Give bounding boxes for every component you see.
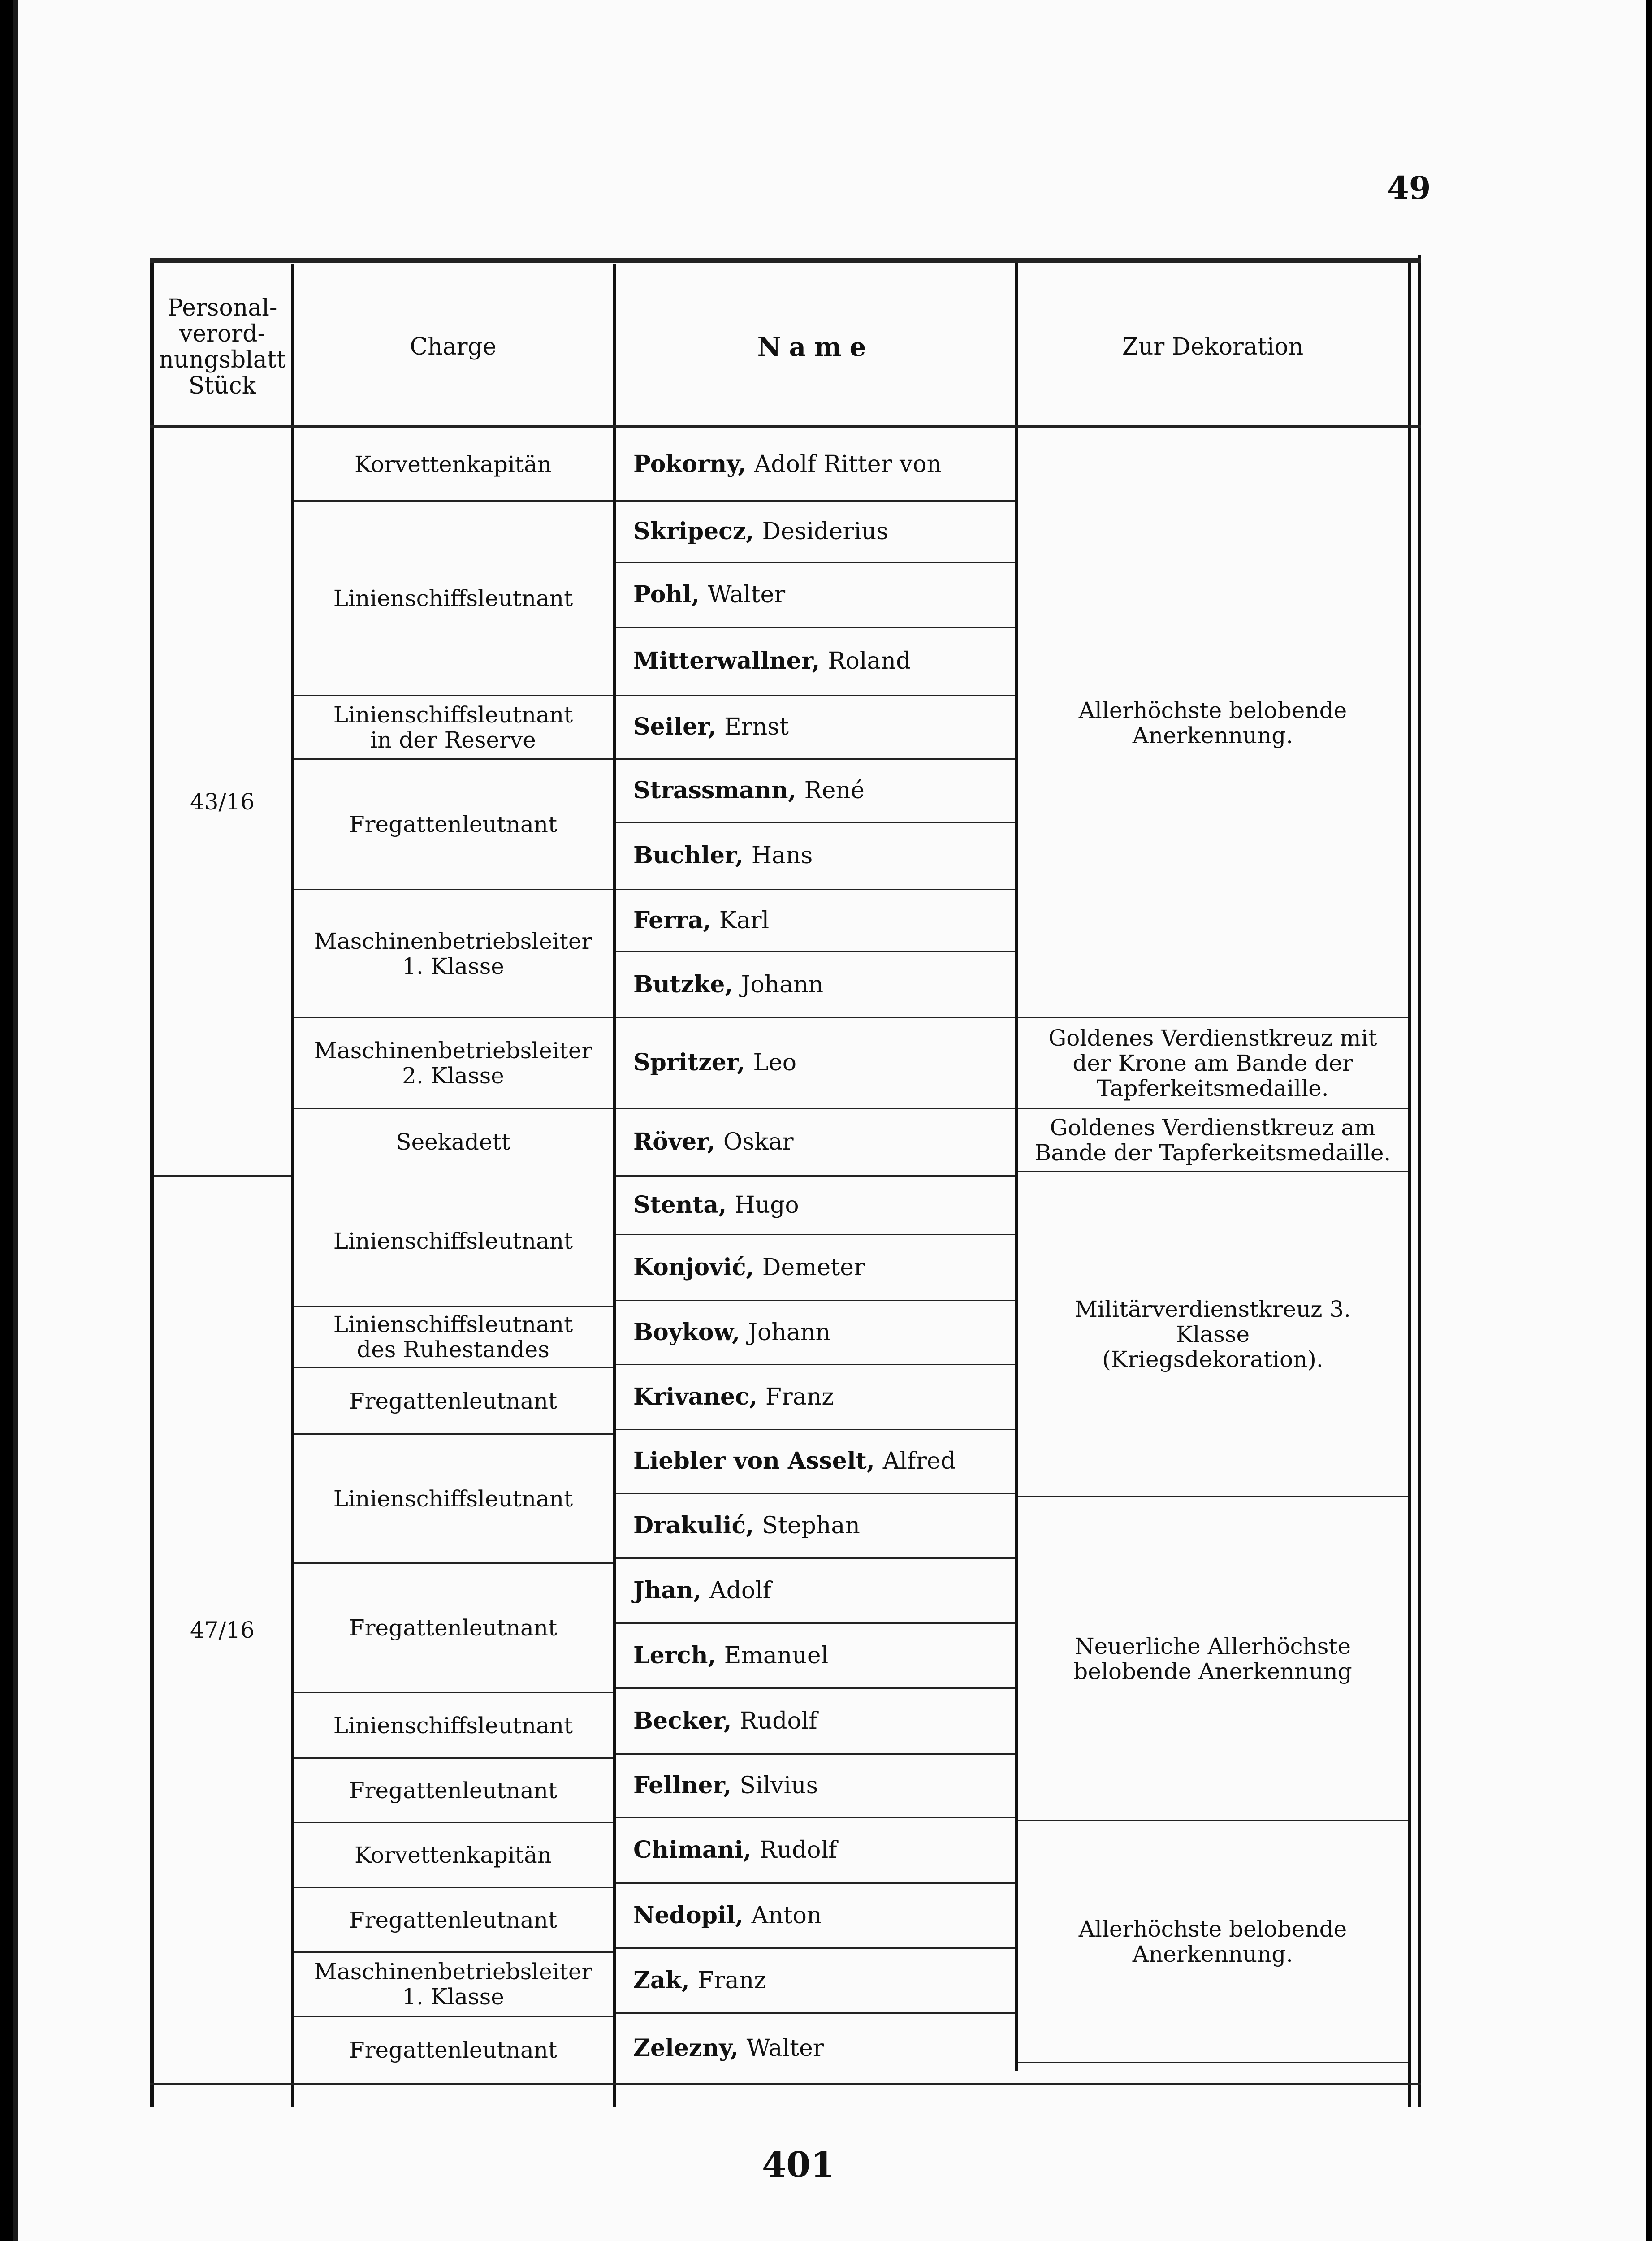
table-border-right-outer [1418, 255, 1421, 2107]
charge-cell: Linienschiffsleutnant [333, 1712, 573, 1739]
charge-cell: Fregattenleutnant [349, 1388, 558, 1414]
name-cell: Liebler von Asselt, Alfred [633, 1447, 956, 1475]
name-cell: Jhan, Adolf [633, 1576, 772, 1604]
column-divider [613, 264, 616, 2107]
dekoration-cell: Neuerliche Allerhöchste belobende Anerkennung [1073, 1633, 1352, 1684]
name-cell: Röver, Oskar [633, 1128, 794, 1155]
name-cell: Ferra, Karl [633, 906, 770, 934]
charge-cell: Korvettenkapitän [354, 1842, 552, 1868]
header-charge: Charge [410, 333, 497, 360]
name-cell: Lerch, Emanuel [633, 1641, 829, 1669]
dekoration-cell: Allerhöchste belobende Anerkennung. [1078, 1916, 1347, 1967]
name-cell: Spritzer, Leo [633, 1049, 797, 1077]
header-name: Name [757, 331, 874, 362]
name-cell: Butzke, Johann [633, 970, 824, 998]
stueck-cell: 43/16 [190, 789, 255, 815]
charge-cell: Fregattenleutnant [349, 1907, 558, 1933]
charge-cell: Linienschiffsleutnant [333, 585, 573, 611]
charge-cell: Maschinenbetriebsleiter 1. Klasse [314, 1959, 592, 2010]
name-cell: Zelezny, Walter [633, 2034, 824, 2062]
charge-cell: Maschinenbetriebsleiter 1. Klasse [314, 928, 592, 979]
name-cell: Zak, Franz [633, 1966, 766, 1994]
header-rule [150, 425, 1421, 428]
table-top-rule [150, 258, 1421, 263]
header-dekoration: Zur Dekoration [1122, 333, 1304, 360]
charge-cell: Fregattenleutnant [349, 1777, 558, 1804]
charge-cell: Fregattenleutnant [349, 811, 558, 837]
name-cell: Becker, Rudolf [633, 1707, 817, 1735]
name-cell: Konjović, Demeter [633, 1253, 865, 1281]
name-cell: Boykow, Johann [633, 1318, 830, 1346]
dekoration-cell: Militärverdienstkreuz 3. Klasse (Kriegsdekoration). [1074, 1296, 1351, 1372]
name-cell: Fellner, Silvius [633, 1771, 818, 1799]
page-number: 49 [1387, 169, 1431, 207]
table-border-right [1408, 260, 1411, 2107]
charge-cell: Fregattenleutnant [349, 1615, 558, 1641]
name-cell: Krivanec, Franz [633, 1383, 834, 1410]
dekoration-cell: Goldenes Verdienstkreuz mit der Krone am Bande der Tapferkeitsmedaille. [1048, 1025, 1377, 1101]
name-cell: Skripecz, Desiderius [633, 517, 888, 545]
dekoration-cell: Goldenes Verdienstkreuz am Bande der Tapferkeitsmedaille. [1034, 1114, 1391, 1166]
name-cell: Strassmann, René [633, 776, 865, 804]
name-cell: Nedopil, Anton [633, 1901, 822, 1929]
dekoration-cell: Allerhöchste belobende Anerkennung. [1078, 697, 1347, 748]
charge-cell: Linienschiffsleutnant des Ruhestandes [333, 1311, 573, 1363]
row-divider [1018, 2062, 1408, 2063]
charge-cell: Fregattenleutnant [349, 2037, 558, 2063]
name-cell: Seiler, Ernst [633, 713, 789, 741]
table-bottom-rule [150, 2083, 1421, 2085]
charge-cell: Seekadett [396, 1129, 510, 1155]
name-cell: Mitterwallner, Roland [633, 647, 911, 675]
charge-cell: Linienschiffsleutnant [333, 1228, 573, 1254]
name-cell: Buchler, Hans [633, 842, 813, 870]
charge-cell: Linienschiffsleutnant [333, 1485, 573, 1512]
header-stueck: Personal-verord-nungsblatt Stück [159, 294, 286, 400]
stueck-cell: 47/16 [190, 1617, 255, 1643]
name-cell: Stenta, Hugo [633, 1191, 799, 1219]
charge-cell: Maschinenbetriebsleiter 2. Klasse [314, 1037, 592, 1089]
name-cell: Chimani, Rudolf [633, 1836, 837, 1864]
charge-cell: Korvettenkapitän [354, 451, 552, 477]
name-cell: Drakulić, Stephan [633, 1511, 860, 1539]
name-cell: Pokorny, Adolf Ritter von [633, 450, 942, 478]
name-cell: Pohl, Walter [633, 580, 786, 608]
table-border-left [150, 260, 154, 2107]
charge-cell: Linienschiffsleutnant in der Reserve [333, 701, 573, 753]
footer-page-number: 401 [762, 2145, 835, 2185]
